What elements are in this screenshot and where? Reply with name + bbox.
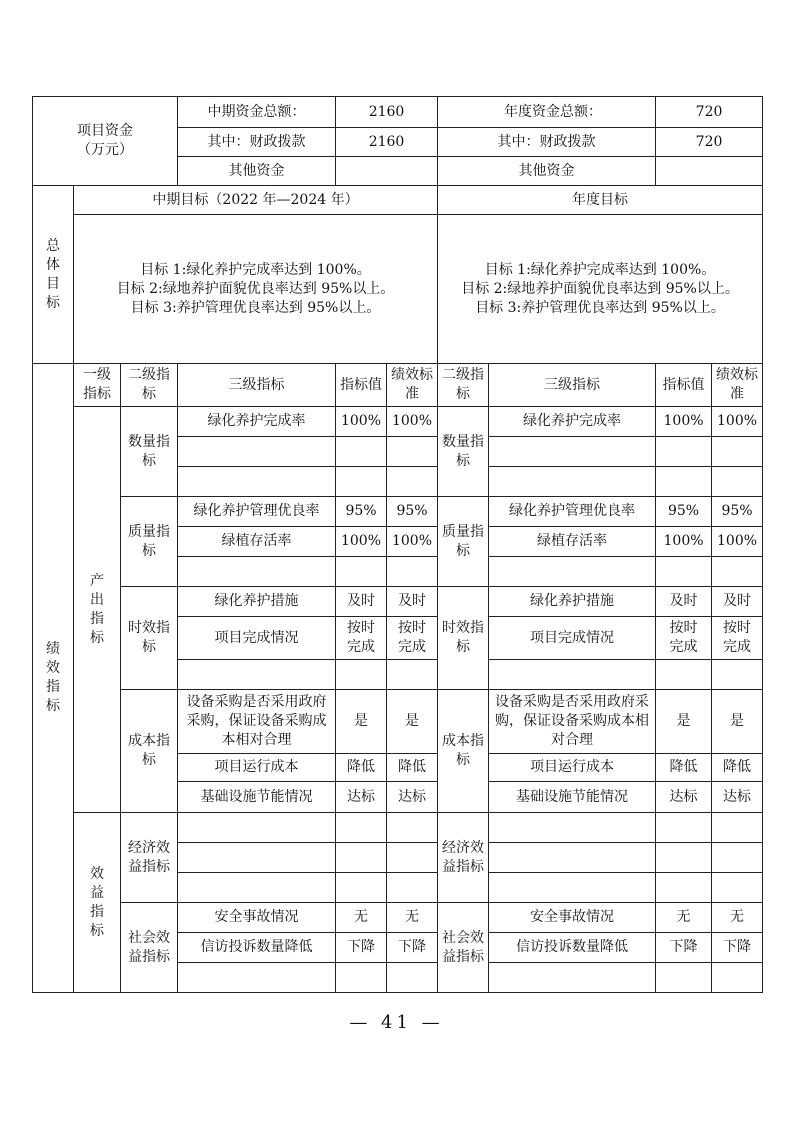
quantity-label: 数量指标 <box>121 407 178 497</box>
indicator-standard <box>387 437 438 467</box>
indicator-value <box>656 660 712 690</box>
mid-other-label: 其他资金 <box>178 157 336 186</box>
quality-label-annual: 质量指标 <box>438 497 489 587</box>
indicator-name <box>489 660 656 690</box>
indicator-name <box>489 437 656 467</box>
quality-label: 质量指标 <box>121 497 178 587</box>
header-level2-annual: 二级指标 <box>438 364 489 407</box>
indicator-standard: 按时完成 <box>387 617 438 660</box>
indicator-standard <box>712 467 763 497</box>
indicator-standard: 100% <box>387 527 438 557</box>
indicator-name <box>489 873 656 903</box>
mid-goals-header: 中期目标（2022 年—2024 年） <box>74 186 438 215</box>
cost-label: 成本指标 <box>121 690 178 813</box>
indicator-name: 安全事故情况 <box>489 903 656 933</box>
mid-fiscal-value: 2160 <box>336 128 438 157</box>
mid-goal-item: 目标 3:养护管理优良率达到 95%以上。 <box>130 299 381 316</box>
mid-goals <box>74 215 438 364</box>
goals-section-label: 总 体 目 标 <box>33 186 74 364</box>
indicator-name <box>178 843 336 873</box>
indicator-standard: 100% <box>387 407 438 437</box>
indicator-value <box>656 437 712 467</box>
indicator-value: 降低 <box>336 754 387 782</box>
annual-goal-item: 目标 2:绿地养护面貌优良率达到 95%以上。 <box>461 280 739 297</box>
annual-goals <box>438 215 763 364</box>
annual-fiscal-label: 其中：财政拨款 <box>438 128 656 157</box>
indicator-standard <box>712 660 763 690</box>
indicator-name: 项目完成情况 <box>178 617 336 660</box>
indicator-standard <box>712 963 763 993</box>
indicator-value <box>336 813 387 843</box>
indicator-name: 信访投诉数量降低 <box>489 933 656 963</box>
annual-total-value: 720 <box>656 97 763 128</box>
indicator-standard: 95% <box>387 497 438 527</box>
page-number: — 41 — <box>349 1012 444 1033</box>
indicator-value <box>336 843 387 873</box>
quantity-label-annual: 数量指标 <box>438 407 489 497</box>
indicator-name: 项目运行成本 <box>178 754 336 782</box>
indicator-value: 达标 <box>656 782 712 813</box>
header-standard: 绩效标准 <box>387 364 438 407</box>
header-value-annual: 指标值 <box>656 364 712 407</box>
indicators-section-label: 绩 效 指 标 <box>33 364 74 993</box>
indicator-standard <box>387 660 438 690</box>
indicator-value <box>656 963 712 993</box>
header-value: 指标值 <box>336 364 387 407</box>
indicator-value: 按时完成 <box>656 617 712 660</box>
indicator-name: 基础设施节能情况 <box>178 782 336 813</box>
indicator-value: 100% <box>336 407 387 437</box>
indicator-value: 是 <box>656 690 712 754</box>
mid-total-label: 中期资金总额： <box>178 97 336 128</box>
indicator-name: 绿化养护完成率 <box>489 407 656 437</box>
indicator-standard: 无 <box>712 903 763 933</box>
indicator-standard <box>387 963 438 993</box>
indicator-value <box>656 843 712 873</box>
indicator-name: 绿化养护措施 <box>178 587 336 617</box>
indicator-value: 100% <box>656 527 712 557</box>
indicator-standard: 按时完成 <box>712 617 763 660</box>
indicator-name: 项目完成情况 <box>489 617 656 660</box>
annual-other-label: 其他资金 <box>438 157 656 186</box>
indicator-standard <box>387 467 438 497</box>
indicator-name: 绿化养护完成率 <box>178 407 336 437</box>
indicator-name <box>178 963 336 993</box>
indicator-standard: 无 <box>387 903 438 933</box>
header-level1: 一级指标 <box>74 364 121 407</box>
timeliness-label: 时效指标 <box>121 587 178 690</box>
indicator-value: 下降 <box>336 933 387 963</box>
indicator-standard <box>387 873 438 903</box>
indicator-name: 安全事故情况 <box>178 903 336 933</box>
indicator-value: 100% <box>336 527 387 557</box>
indicator-standard <box>712 873 763 903</box>
benefit-indicators-label: 效 益 指 标 <box>74 813 121 993</box>
indicator-name <box>489 963 656 993</box>
indicator-value <box>336 660 387 690</box>
indicator-value <box>336 873 387 903</box>
timeliness-label-annual: 时效指标 <box>438 587 489 690</box>
indicator-standard <box>387 813 438 843</box>
indicator-value: 按时完成 <box>336 617 387 660</box>
indicator-standard: 达标 <box>712 782 763 813</box>
indicator-value: 无 <box>656 903 712 933</box>
mid-total-value: 2160 <box>336 97 438 128</box>
indicator-value <box>656 557 712 587</box>
cost-label-annual: 成本指标 <box>438 690 489 813</box>
indicator-name: 项目运行成本 <box>489 754 656 782</box>
indicator-standard: 下降 <box>712 933 763 963</box>
indicator-standard: 下降 <box>387 933 438 963</box>
indicator-value <box>336 557 387 587</box>
indicator-name: 绿化养护管理优良率 <box>178 497 336 527</box>
indicator-name <box>178 813 336 843</box>
indicator-value: 降低 <box>656 754 712 782</box>
funds-label: 项目资金（万元） <box>33 97 178 186</box>
indicator-standard: 100% <box>712 407 763 437</box>
annual-goal-item: 目标 1:绿化养护完成率达到 100%。 <box>484 261 716 278</box>
indicator-value <box>656 467 712 497</box>
indicator-value: 及时 <box>336 587 387 617</box>
project-performance-table <box>32 96 763 993</box>
indicator-name: 绿化养护措施 <box>489 587 656 617</box>
mid-goal-item: 目标 1:绿化养护完成率达到 100%。 <box>140 261 371 278</box>
indicator-standard: 是 <box>387 690 438 754</box>
indicator-name: 设备采购是否采用政府采购，保证设备采购成本相对合理 <box>178 690 336 754</box>
social-label: 社会效益指标 <box>121 903 178 993</box>
annual-goal-item: 目标 3:养护管理优良率达到 95%以上。 <box>475 299 725 316</box>
indicator-value: 达标 <box>336 782 387 813</box>
indicator-value: 下降 <box>656 933 712 963</box>
indicator-standard: 100% <box>712 527 763 557</box>
header-level2: 二级指标 <box>121 364 178 407</box>
indicator-value: 95% <box>656 497 712 527</box>
indicator-name <box>178 873 336 903</box>
indicator-name <box>178 467 336 497</box>
indicator-standard <box>387 557 438 587</box>
indicator-name <box>489 843 656 873</box>
indicator-standard: 降低 <box>712 754 763 782</box>
indicator-name: 基础设施节能情况 <box>489 782 656 813</box>
indicator-name <box>489 813 656 843</box>
header-level3: 三级指标 <box>178 364 336 407</box>
indicator-name <box>178 557 336 587</box>
indicator-standard <box>712 843 763 873</box>
economic-label: 经济效益指标 <box>121 813 178 903</box>
annual-goals-header: 年度目标 <box>438 186 763 215</box>
indicator-standard: 是 <box>712 690 763 754</box>
header-standard-annual: 绩效标准 <box>712 364 763 407</box>
indicator-value: 无 <box>336 903 387 933</box>
indicator-name: 设备采购是否采用政府采购，保证设备采购成本相对合理 <box>489 690 656 754</box>
indicator-value <box>336 963 387 993</box>
output-indicators-label: 产 出 指 标 <box>74 407 121 813</box>
indicator-value: 100% <box>656 407 712 437</box>
indicator-name: 绿植存活率 <box>178 527 336 557</box>
indicator-standard <box>712 557 763 587</box>
indicator-value <box>656 873 712 903</box>
indicator-standard <box>387 843 438 873</box>
indicator-name <box>489 557 656 587</box>
indicator-standard: 降低 <box>387 754 438 782</box>
social-label-annual: 社会效益指标 <box>438 903 489 993</box>
mid-fiscal-label: 其中：财政拨款 <box>178 128 336 157</box>
indicator-name <box>489 467 656 497</box>
indicator-standard <box>712 437 763 467</box>
annual-fiscal-value: 720 <box>656 128 763 157</box>
indicator-standard: 95% <box>712 497 763 527</box>
indicator-name <box>178 437 336 467</box>
mid-goal-item: 目标 2:绿地养护面貌优良率达到 95%以上。 <box>116 280 395 297</box>
indicator-value: 是 <box>336 690 387 754</box>
indicator-name: 信访投诉数量降低 <box>178 933 336 963</box>
indicator-value <box>656 813 712 843</box>
indicator-value: 95% <box>336 497 387 527</box>
annual-other-value <box>656 157 763 186</box>
indicator-name: 绿化养护管理优良率 <box>489 497 656 527</box>
annual-total-label: 年度资金总额： <box>438 97 656 128</box>
indicator-value <box>336 437 387 467</box>
indicator-name: 绿植存活率 <box>489 527 656 557</box>
indicator-standard: 及时 <box>387 587 438 617</box>
mid-other-value <box>336 157 438 186</box>
indicator-standard: 及时 <box>712 587 763 617</box>
header-level3-annual: 三级指标 <box>489 364 656 407</box>
indicator-standard <box>712 813 763 843</box>
indicator-standard: 达标 <box>387 782 438 813</box>
indicator-name <box>178 660 336 690</box>
economic-label-annual: 经济效益指标 <box>438 813 489 903</box>
indicator-value <box>336 467 387 497</box>
indicator-value: 及时 <box>656 587 712 617</box>
